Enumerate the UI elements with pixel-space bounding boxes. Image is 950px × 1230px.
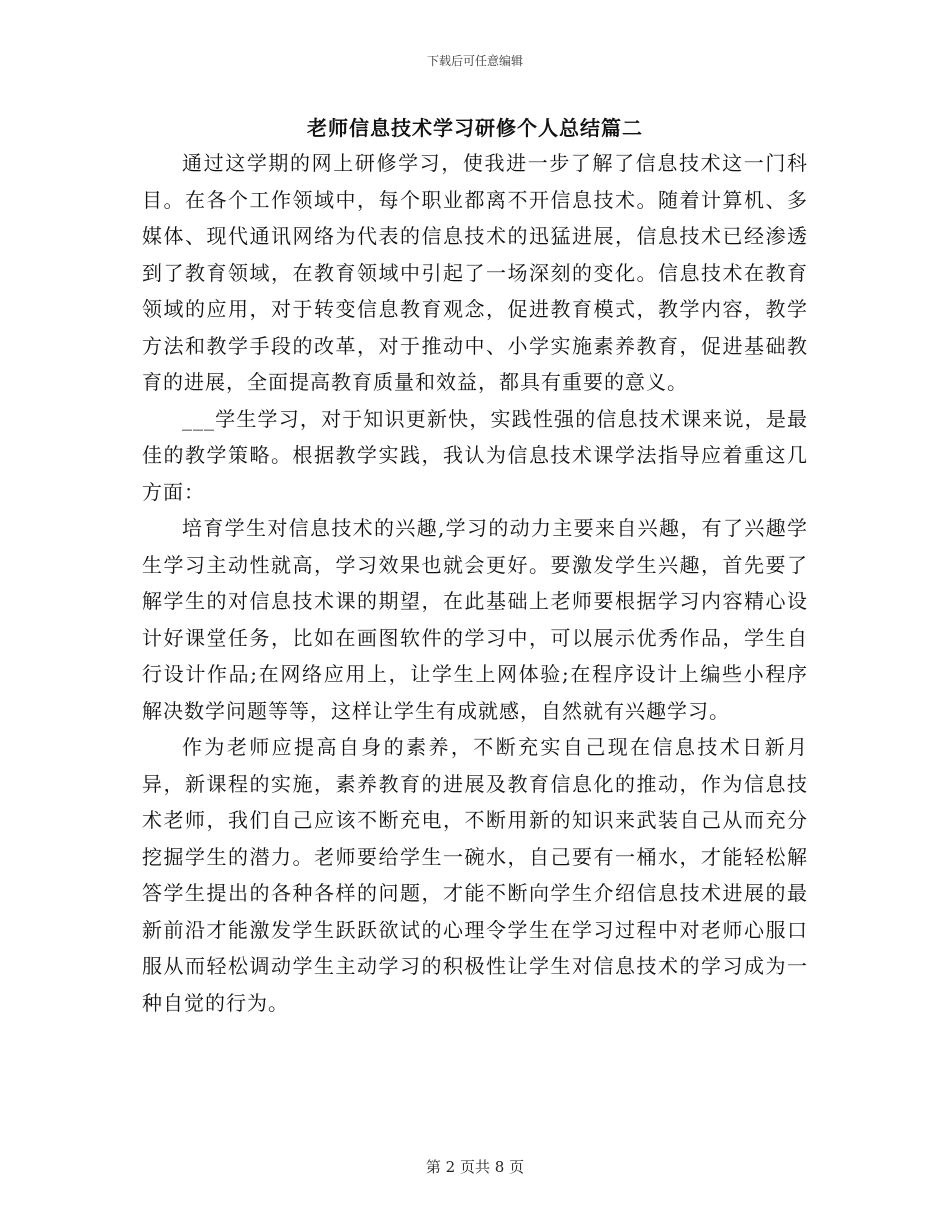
header-note: 下载后可任意编辑 xyxy=(426,54,523,68)
document-title: 老师信息技术学习研修个人总结篇二 xyxy=(307,116,643,140)
paragraph-1: 通过这学期的网上研修学习，使我进一步了解了信息技术这一门科目。在各个工作领域中，每个职业都离不开信息技术。随着计算机、多媒体、现代通讯网络为代表的信息技术的迅猛进展，信息技术已经渗透到了教育领域，在教育领域中引起了一场深刻的变化。信息技术在教育领域的应用，对于转变信息教育观念，促进教育模式，教学内容，教学方法和教学手段的改革，对于推动中、小学实施素养教育，促进基础教育的进展，全面提高教育质量和效益，都具有重要的意义。 xyxy=(142,151,808,394)
document-body xyxy=(142,145,808,1021)
paragraph-4: 作为老师应提高自身的素养，不断充实自己现在信息技术日新月异，新课程的实施，素养教育的进展及教育信息化的推动，作为信息技术老师，我们自己应该不断充电，不断用新的知识来武装自己从而充分挖掘学生的潜力。老师要给学生一碗水，自己要有一桶水，才能轻松解答学生提出的各种各样的问题，才能不断向学生介绍信息技术进展的最新前沿才能激发学生跃跃欲试的心理令学生在学习过程中对老师心服口服从而轻松调动学生主动学习的积极性让学生对信息技术的学习成为一种自觉的行为。 xyxy=(142,735,808,1015)
paragraph-3: 培育学生对信息技术的兴趣,学习的动力主要来自兴趣，有了兴趣学生学习主动性就高，学习效果也就会更好。要激发学生兴趣，首先要了解学生的对信息技术课的期望，在此基础上老师要根据学习内容精心设计好课堂任务，比如在画图软件的学习中，可以展示优秀作品，学生自行设计作品;在网络应用上，让学生上网体验;在程序设计上编些小程序解决数学问题等等，这样让学生有成就感，自然就有兴趣学习。 xyxy=(142,516,808,723)
page-footer: 第 2 页共 8 页 xyxy=(425,1158,525,1176)
paragraph-2: ___学生学习，对于知识更新快，实践性强的信息技术课来说，是最佳的教学策略。根据教学实践，我认为信息技术课学法指导应着重这几方面： xyxy=(142,406,808,504)
